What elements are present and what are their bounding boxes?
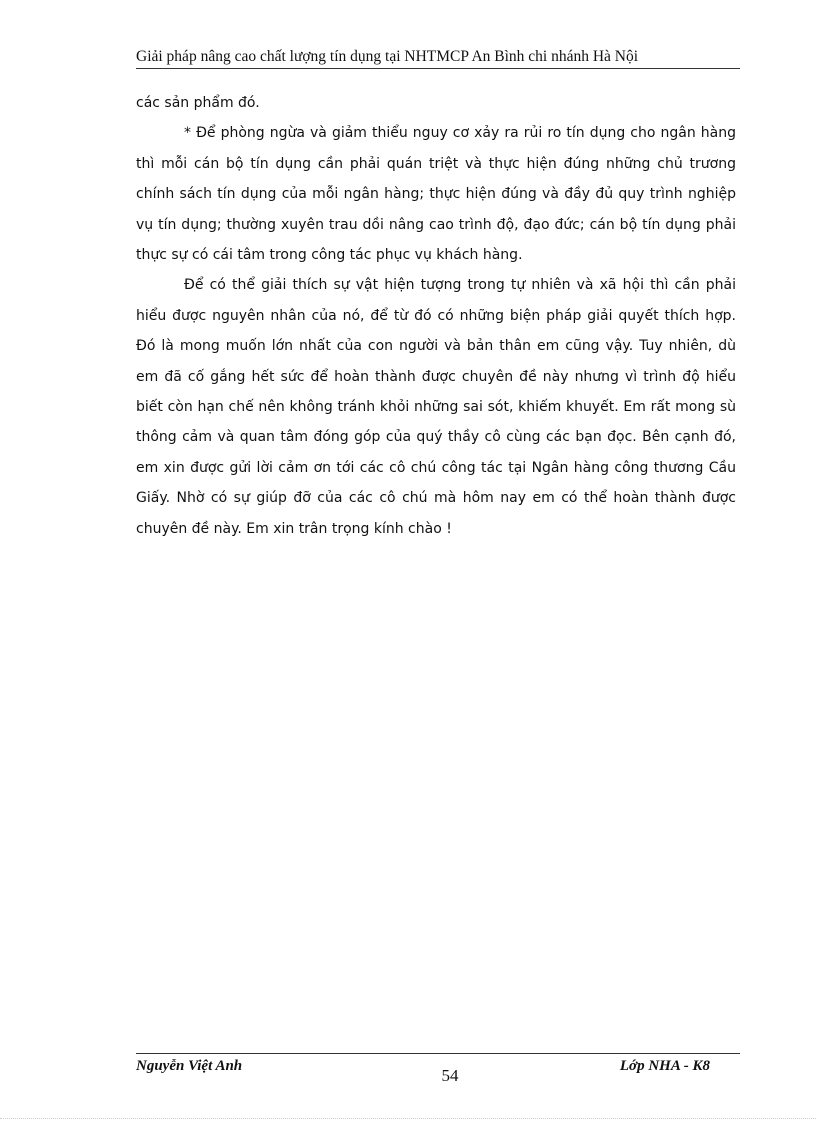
- paragraph-risk-prevention: * Để phòng ngừa và giảm thiểu nguy cơ xảy ra rủi ro tín dụng cho ngân hàng thì mỗi cán bộ tín dụng cần phải quán triệt và thực hiện đúng những chủ trương chính sách tín dụng của mỗi ngân hàng; thực hiện đúng và đầy đủ quy trình nghiệp vụ tín dụng; thường xuyên trau dồi nâng cao trình độ, đạo đức; cán bộ tín dụng phải thực sự có cái tâm trong công tác phục vụ khách hàng.: [136, 125, 736, 264]
- footer-divider: [136, 1053, 740, 1054]
- paragraph-conclusion: Để có thể giải thích sự vật hiện tượng trong tự nhiên và xã hội thì cần phải hiểu được nguyên nhân của nó, để từ đó có những biện pháp giải quyết thích hợp. Đó là mong muốn lớn nhất của con người và bản thân em cũng vậy. Tuy nhiên, dù em đã cố gắng hết sức để hoàn thành được chuyên đề này nhưng vì trình độ hiểu biết còn hạn chế nên không tránh khỏi những sai sót, khiếm khuyết. Em rất mong sù thông cảm và quan tâm đóng góp của quý thầy cô cùng các bạn đọc. Bên cạnh đó, em xin được gửi lời cảm ơn tới các cô chú công tác tại Ngân hàng công thương Cầu Giấy. Nhờ có sự giúp đỡ của các cô chú mà hôm nay em có thể hoàn thành được chuyên đề này. Em xin trân trọng kính chào !: [136, 277, 736, 537]
- footer-class: Lớp NHA - K8: [619, 1058, 710, 1074]
- running-header-title: Giải pháp nâng cao chất lượng tín dụng tại NHTMCP An Bình chi nhánh Hà Nội: [136, 48, 639, 65]
- page-number: 54: [441, 1066, 459, 1085]
- paragraph-continuation: các sản phẩm đó.: [136, 95, 260, 111]
- document-body: [136, 88, 736, 544]
- header-divider: [136, 68, 740, 69]
- footer-author: Nguyễn Việt Anh: [136, 1058, 243, 1074]
- page-edge-divider: [0, 1118, 816, 1119]
